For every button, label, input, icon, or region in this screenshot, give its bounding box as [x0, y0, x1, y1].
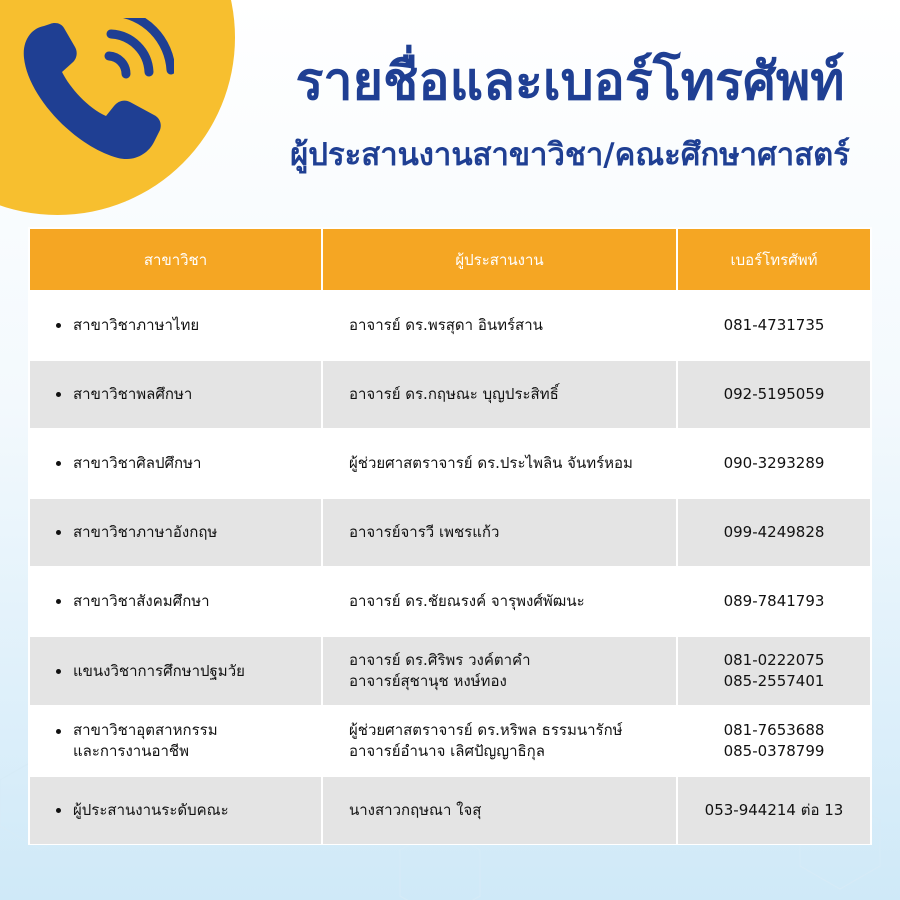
coordinator-cell [321, 430, 678, 497]
coordinator-cell [321, 777, 678, 844]
table-row [30, 497, 870, 566]
department-cell [30, 568, 321, 635]
phone-cell [678, 637, 870, 705]
table-row [30, 359, 870, 428]
phone-number[interactable]: 089-7841793 [723, 592, 825, 610]
coordinator-cell [321, 499, 678, 566]
coordinator-name: นางสาวกฤษณา ใจสุ [349, 801, 482, 819]
header-coordinator: ผู้ประสานงาน [321, 229, 678, 290]
table-header-row [30, 229, 870, 290]
bullet-icon [56, 808, 61, 813]
bullet-icon [56, 323, 61, 328]
phone-cell [678, 292, 870, 359]
department-cell [30, 361, 321, 428]
coordinator-cell [321, 637, 678, 705]
bullet-icon [56, 461, 61, 466]
phone-cell [678, 361, 870, 428]
phone-number[interactable]: 099-4249828 [723, 523, 825, 541]
page-title: รายชื่อและเบอร์โทรศัพท์ [295, 52, 845, 112]
table-row [30, 428, 870, 497]
header-phone: เบอร์โทรศัพท์ [730, 250, 818, 269]
coordinator-name: อาจารย์สุชานุช หงษ์ทอง [349, 672, 507, 690]
department-name: สาขาวิชาสังคมศึกษา [73, 592, 210, 610]
department-cell [30, 637, 321, 705]
phone-cell [678, 499, 870, 566]
coordinator-name: ผู้ช่วยศาสตราจารย์ ดร.ประไพลิน จันทร์หอม [349, 454, 633, 472]
phone-cell [678, 568, 870, 635]
department-name: สาขาวิชาภาษาไทย [73, 316, 200, 334]
coordinator-name: อาจารย์ ดร.ชัยณรงค์ จารุพงศ์พัฒนะ [349, 592, 585, 610]
department-name: สาขาวิชาอุตสาหกรรม [73, 721, 218, 739]
table-row [30, 705, 870, 775]
header-department: สาขาวิชา [143, 250, 208, 269]
coordinator-name: อาจารย์ ดร.กฤษณะ บุญประสิทธิ์ [349, 385, 559, 403]
department-cell [30, 292, 321, 359]
department-name: สาขาวิชาพลศึกษา [73, 385, 193, 403]
department-name-line2: และการงานอาชีพ [73, 742, 189, 760]
coordinator-cell [321, 707, 678, 775]
phone-ringing-icon [14, 18, 174, 168]
coordinator-name: ผู้ช่วยศาสตราจารย์ ดร.หริพล ธรรมนารักษ์ [349, 721, 623, 739]
table-row [30, 635, 870, 705]
coordinator-name: อาจารย์ ดร.ศิริพร วงค์ตาคำ [349, 651, 531, 669]
phone-cell [678, 777, 870, 844]
coordinator-name: อาจารย์ ดร.พรสุดา อินทร์สาน [349, 316, 543, 334]
department-cell [30, 430, 321, 497]
phone-cell [678, 707, 870, 775]
table-row [30, 775, 870, 844]
phone-number[interactable]: 085-2557401 [723, 672, 825, 690]
phone-number[interactable]: 090-3293289 [723, 454, 825, 472]
bullet-icon [56, 530, 61, 535]
coordinator-name: อาจารย์จารวี เพชรแก้ว [349, 523, 500, 541]
coordinator-cell [321, 292, 678, 359]
department-name: ผู้ประสานงานระดับคณะ [73, 801, 229, 819]
phone-number[interactable]: 081-4731735 [723, 316, 825, 334]
department-cell [30, 777, 321, 844]
page-subtitle: ผู้ประสานงานสาขาวิชา/คณะศึกษาศาสตร์ [290, 137, 850, 173]
table-row [30, 290, 870, 359]
department-cell [30, 707, 321, 775]
department-name: สาขาวิชาภาษาอังกฤษ [73, 523, 218, 541]
bullet-icon [56, 669, 61, 674]
bullet-icon [56, 599, 61, 604]
bullet-icon [56, 729, 61, 734]
phone-cell [678, 430, 870, 497]
contact-table [28, 227, 872, 845]
coordinator-cell [321, 568, 678, 635]
department-cell [30, 499, 321, 566]
coordinator-name: อาจารย์อำนาจ เลิศปัญญาธิกุล [349, 742, 545, 760]
table-row [30, 566, 870, 635]
bullet-icon [56, 392, 61, 397]
phone-number[interactable]: 081-0222075 [723, 651, 825, 669]
phone-number[interactable]: 085-0378799 [723, 742, 825, 760]
phone-number[interactable]: 081-7653688 [723, 721, 825, 739]
department-name: แขนงวิชาการศึกษาปฐมวัย [73, 661, 245, 680]
department-name: สาขาวิชาศิลปศึกษา [73, 454, 202, 472]
coordinator-cell [321, 361, 678, 428]
phone-number[interactable]: 092-5195059 [723, 385, 825, 403]
phone-number[interactable]: 053-944214 ต่อ 13 [704, 801, 844, 819]
